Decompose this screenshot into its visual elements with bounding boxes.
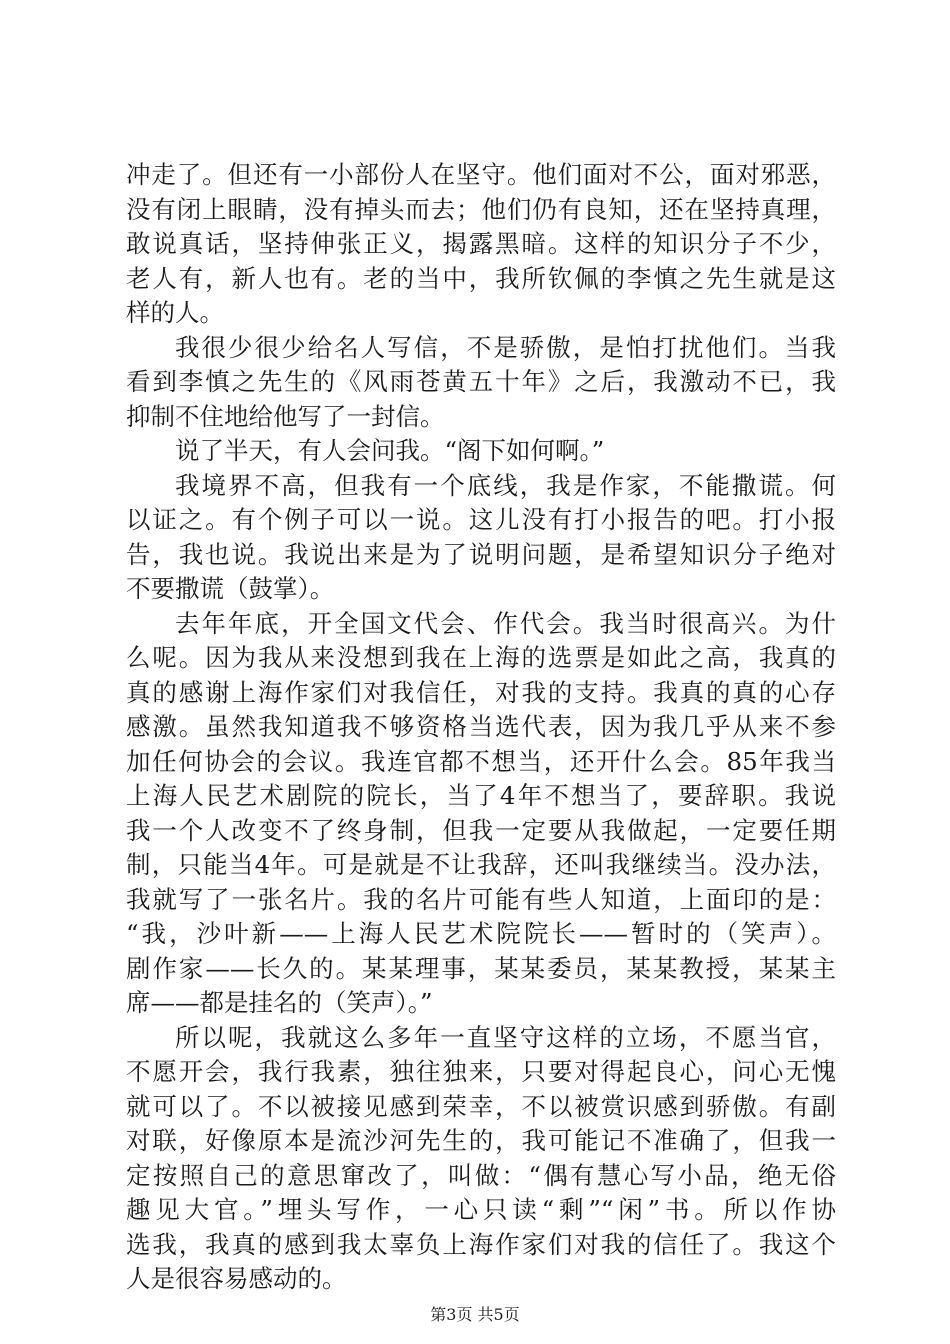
text-line: 老人有，新人也有。老的当中，我所钦佩的李慎之先生就是这	[126, 263, 836, 293]
text-line: 敢说真话，坚持伸张正义，揭露黑暗。这样的知识分子不少，	[126, 229, 836, 258]
text-line: “我，沙叶新——上海人民艺术院院长——暂时的（笑声）。	[126, 919, 836, 948]
text-line: 冲走了。但还有一小部份人在坚守。他们面对不公，面对邪恶，	[126, 160, 836, 189]
page-footer: 第3页 共5页	[430, 1305, 520, 1324]
text-line: 没有闭上眼睛，没有掉头而去；他们仍有良知，还在坚持真理，	[126, 194, 836, 224]
paragraph	[126, 1021, 836, 1297]
document-body	[126, 158, 836, 1297]
text-line: 感激。虽然我知道我不够资格当选代表，因为我几乎从来不参	[126, 712, 836, 741]
text-line: 我很少很少给名人写信，不是骄傲，是怕打扰他们。当我	[175, 332, 836, 362]
text-line: 说了半天，有人会问我。“阁下如何啊。”	[175, 436, 605, 465]
paragraph	[126, 434, 836, 469]
text-line: 抑制不住地给他写了一封信。	[126, 401, 445, 431]
text-line: 告，我也说。我说出来是为了说明问题，是希望知识分子绝对	[126, 539, 836, 569]
text-line: 以证之。有个例子可以一说。这儿没有打小报告的吧。打小报	[126, 505, 836, 534]
paragraph	[126, 331, 836, 435]
text-line: 定按照自己的意思窜改了，叫做：“偶有慧心写小品，绝无俗	[126, 1160, 836, 1190]
text-line: 我境界不高，但我有一个底线，我是作家，不能撒谎。何	[175, 470, 836, 500]
paragraph	[126, 158, 836, 331]
paragraph	[126, 469, 836, 607]
text-line: 真的感谢上海作家们对我信任，对我的支持。我真的真的心存	[126, 677, 836, 707]
text-line: 去年年底，开全国文代会、作代会。我当时很高兴。为什	[175, 608, 836, 638]
text-line: 加任何协会的会议。我连官都不想当，还开什么会。85年我当	[126, 746, 836, 776]
text-line: 上海人民艺术剧院的院长，当了4年不想当了，要辞职。我说	[126, 781, 836, 810]
text-line: 不愿开会，我行我素，独往独来，只要对得起良心，问心无愧	[126, 1057, 836, 1086]
text-line: 人是很容易感动的。	[126, 1264, 347, 1293]
text-line: 席——都是挂名的（笑声）。”	[126, 988, 433, 1017]
text-line: 选我，我真的感到我太辜负上海作家们对我的信任了。我这个	[126, 1229, 836, 1259]
text-line: 么呢。因为我从来没想到我在上海的选票是如此之高，我真的	[126, 643, 836, 672]
text-line: 对联，好像原本是流沙河先生的，我可能记不准确了，但我一	[126, 1126, 836, 1155]
text-line: 所以呢，我就这么多年一直坚守这样的立场，不愿当官，	[175, 1022, 836, 1052]
text-line: 剧作家——长久的。某某理事，某某委员，某某教授，某某主	[126, 953, 836, 983]
text-line: 我一个人改变不了终身制，但我一定要从我做起，一定要任期	[126, 815, 836, 845]
text-line: 看到李慎之先生的《风雨苍黄五十年》之后，我激动不已，我	[126, 367, 836, 396]
text-line: 样的人。	[126, 298, 224, 327]
paragraph	[126, 607, 836, 1021]
text-line: 趣见大官。”埋头写作，一心只读“剩”“闲”书。所以作协	[126, 1195, 836, 1224]
text-line: 制，只能当4年。可是就是不让我辞，还叫我继续当。没办法，	[126, 850, 836, 879]
text-line: 不要撒谎（鼓掌）。	[126, 574, 335, 603]
text-line: 就可以了。不以被接见感到荣幸，不以被赏识感到骄傲。有副	[126, 1091, 836, 1121]
text-line: 我就写了一张名片。我的名片可能有些人知道，上面印的是：	[126, 884, 836, 914]
